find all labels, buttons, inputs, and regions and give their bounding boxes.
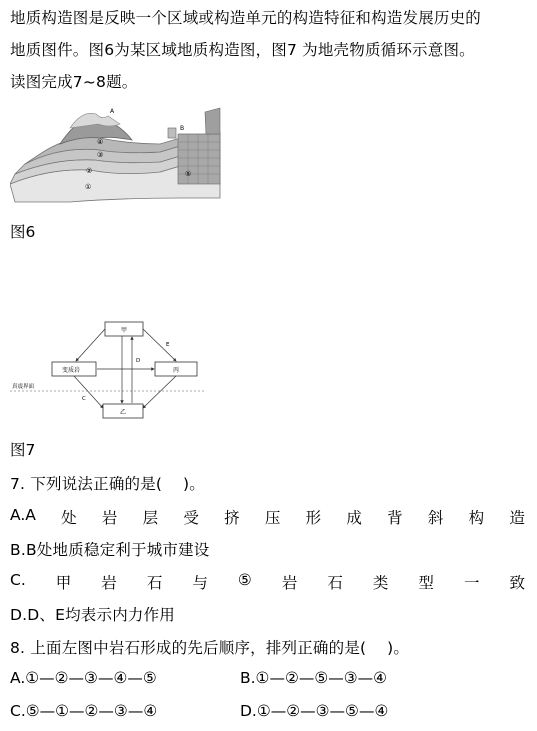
q8-option-d[interactable]: D.①—②—③—⑤—④ [240,702,389,720]
q7-a-char: 构 [468,509,485,527]
q7-c-char: 石 [146,574,163,592]
q7-a-char: 受 [183,509,199,527]
rock-cycle-figure [10,318,205,428]
fig6-caption: 图6 [10,223,36,241]
label-c: C [82,396,86,402]
q7-option-c[interactable] [10,571,525,593]
label-d: D [136,358,141,364]
intro-line-2: 地质图件。图6为某区域地质构造图，图7 为地壳物质循环示意图。 [10,41,475,59]
q7-c-char: 致 [509,574,525,592]
q7-a-char: 成 [346,509,362,527]
q7-a-char: 层 [142,509,159,527]
q7-a-char: 处 [61,509,77,527]
q8-option-a[interactable]: A.①—②—③—④—⑤ [10,669,157,687]
intro-line-3: 读图完成7~8题。 [10,73,138,91]
q7-a-char: 造 [509,509,525,527]
label-b: B [180,125,185,132]
box-bing: 丙 [173,367,180,374]
q8-option-b[interactable]: B.①—②—⑤—③—④ [240,669,388,687]
q7-a-char: 形 [305,509,322,527]
q7-c-char: 石 [327,574,343,592]
layer-label-4: ④ [97,138,104,146]
label-e: E [166,342,170,348]
layer-label-3: ③ [97,151,104,159]
q7-option-a[interactable] [10,506,525,528]
fig7-caption: 图7 [10,441,36,459]
q7-a-char: 挤 [224,509,240,527]
q8-stem: 8. 上面左图中岩石形成的先后顺序，排列正确的是( )。 [10,639,410,657]
q7-option-d[interactable]: D.D、E均表示内力作用 [10,606,175,624]
q7-c-char: 一 [463,574,480,592]
layer-label-1: ① [85,183,92,191]
box-jia: 甲 [121,327,128,334]
q7-c-char: C. [10,571,26,589]
q8-option-c[interactable]: C.⑤—①—②—③—④ [10,702,158,720]
q7-stem: 7. 下列说法正确的是( )。 [10,475,205,493]
label-a: A [110,108,115,115]
q7-c-char: 型 [418,574,434,592]
box-yi: 乙 [120,409,127,416]
boundary-label: 真震界面 [12,384,35,390]
layer-label-2: ② [86,167,93,175]
q7-a-char: 压 [264,509,281,527]
q7-c-char: 岩 [281,574,298,592]
q7-a-char: 背 [387,509,403,527]
q7-c-char: 岩 [101,574,117,592]
q7-a-char: A.A [10,506,36,524]
box-metamorphic: 变质岩 [62,367,81,374]
geologic-structure-figure [10,106,230,206]
q7-c-char: 与 [192,574,208,592]
q7-a-char: 斜 [427,509,444,527]
q7-a-char: 岩 [101,509,118,527]
layer-label-5: ⑤ [185,170,192,178]
q7-option-b[interactable]: B.B处地质稳定利于城市建设 [10,541,210,559]
q7-c-char: 类 [372,574,389,592]
q7-c-char: ⑤ [237,571,252,589]
intro-line-1: 地质构造图是反映一个区域或构造单元的构造特征和构造发展历史的 [10,9,482,27]
q7-c-char: 甲 [55,574,72,592]
